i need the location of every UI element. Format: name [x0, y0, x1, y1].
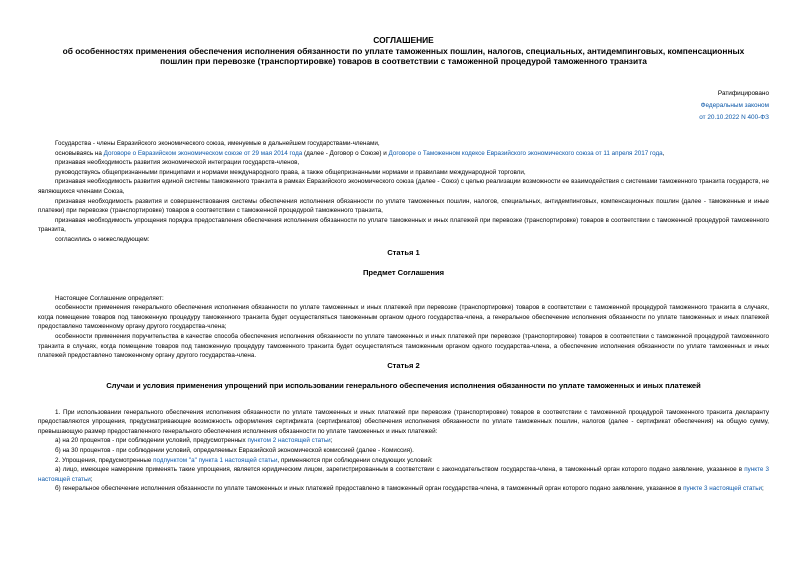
- preamble-paragraph: [38, 149, 769, 159]
- article-2-paragraph: 1. При использовании генерального обеспечения исполнения обязанности по уплате таможенных и иных платежей при перевозке (транспортировке) товаров в соответствии с таможенной процедурой таможенного транзита декларанту предоставляются упрощения, предусматривающие возможность оформления сертификата (сертификатов) обеспечения исполнения обязанности по уплате таможенных пошлин, налогов (далее - сертификат обеспечения) на общую сумму, превышающую размер предоставленного генерального обеспечения исполнения обязанности по уплате таможенных и иных платежей:: [38, 408, 769, 435]
- document-title: СОГЛАШЕНИЕ: [373, 35, 434, 45]
- document-body: [38, 139, 769, 494]
- text-span: основываясь на: [55, 149, 104, 157]
- point-3-link[interactable]: пункте 3 настоящей статьи: [38, 466, 769, 483]
- article-2-paragraph: [38, 456, 769, 466]
- ratification-block: [699, 88, 769, 124]
- article-1-paragraph: особенности применения генерального обеспечения исполнения обязанности по уплате таможенных и иных платежей при перевозке (транспортировке) товаров в соответствии с таможенной процедурой таможенного транзита в случаях, когда помещение товаров под таможенную процедуру таможенного транзита будет осуществляться таможенным органом одного государства-члена, а генеральное обеспечение исполнения обязанности по уплате таможенных и иных платежей предоставлено таможенному органу другого государства-члена;: [38, 304, 769, 331]
- article-1-number: Статья 1: [387, 247, 420, 257]
- text-span: ;: [90, 475, 93, 483]
- customs-code-treaty-link[interactable]: Договоре о Таможенном кодексе Евразийского экономического союза от 11 апреля 2017 года: [388, 149, 663, 157]
- preamble-paragraph: признавая необходимость развития экономической интеграции государств-членов,: [55, 159, 300, 167]
- text-span: а) на 20 процентов - при соблюдении условий, предусмотренных: [55, 437, 248, 445]
- federal-law-date-link[interactable]: от 20.10.2022 N 400-ФЗ: [699, 114, 769, 121]
- article-2-paragraph: [38, 465, 769, 484]
- article-2-paragraph: [38, 436, 769, 446]
- text-span: 2. Упрощения, предусмотренные: [55, 456, 154, 464]
- document-subtitle-line-1: об особенностях применения обеспечения исполнения обязанности по уплате таможенных пошлин, налогов, специальных, антидемпинговых, компенсационных: [62, 45, 745, 56]
- preamble-paragraph: руководствуясь общепризнанными принципами и нормами международного права, а также общепризнанными нормами и правилами международной торговли,: [55, 168, 526, 176]
- preamble-paragraph: признавая необходимость развития единой системы таможенного транзита в рамках Евразийского экономического союза (далее - Союз) с целью реализации возможности ее взаимодействия с системами таможенного транзита государств, не являющихся членами Союза,: [38, 178, 769, 195]
- preamble-paragraph: признавая необходимость упрощения порядка предоставления обеспечения исполнения обязанности по уплате таможенных и иных платежей при перевозке (транспортировке) товаров в соответствии с таможенной процедурой таможенного транзита,: [38, 216, 769, 234]
- article-2-paragraph: [38, 484, 769, 494]
- text-span: ,: [662, 149, 665, 157]
- article-2-paragraph: б) на 30 процентов - при соблюдении условий, определяемых Евразийской экономической комиссией (далее - Комиссия).: [55, 447, 414, 455]
- subpoint-a-link[interactable]: подпунктом "а" пункта 1 настоящей статьи: [153, 456, 278, 464]
- point-3-link[interactable]: пункте 3 настоящей статьи: [683, 485, 763, 493]
- text-span: б) генеральное обеспечение исполнения обязанности по уплате таможенных и иных платежей предоставлено в таможенный орган государства-члена, в таможенный орган которого подано заявление, указанное в: [55, 485, 684, 493]
- text-span: ;: [330, 437, 333, 445]
- article-2-heading: Случаи и условия применения упрощений при использовании генерального обеспечения исполнения обязанности по уплате таможенных и иных платежей: [106, 380, 701, 390]
- preamble-paragraph: Государства - члены Евразийского экономического союза, именуемые в дальнейшем государствами-членами,: [55, 140, 380, 147]
- article-1-paragraph: Настоящее Соглашение определяет:: [55, 294, 164, 302]
- text-span: , применяются при соблюдении следующих условий:: [277, 456, 433, 464]
- preamble-paragraph: согласились о нижеследующем:: [55, 235, 150, 243]
- document-subtitle-line-2: пошлин при перевозке (транспортировке) товаров в соответствии с таможенной процедурой таможенного транзита: [160, 56, 647, 66]
- text-span: (далее - Договор о Союзе) и: [302, 149, 389, 157]
- text-span: а) лицо, имеющее намерение применять такие упрощения, является юридическим лицом, зарегистрированным в соответствии с законодательством государства-члена, в таможенный орган которого подано заявление, указанное в: [55, 466, 745, 474]
- treaty-eaeu-link[interactable]: Договоре о Евразийском экономическом союзе от 29 мая 2014 года: [103, 149, 303, 157]
- article-1-paragraph: особенности применения поручительства в качестве способа обеспечения исполнения обязанности по уплате таможенных и иных платежей при перевозке (транспортировке) товаров в соответствии с таможенной процедурой таможенного транзита в случаях, когда помещение товаров под таможенную процедуру таможенного транзита будет осуществляться таможенным органом одного государства-члена, а обеспечение исполнения обязанности по уплате таможенных и иных платежей предоставлено таможенному органу другого государства-члена.: [38, 332, 769, 360]
- article-1-heading: Предмет Соглашения: [362, 267, 445, 277]
- ratification-label: Ратифицировано: [717, 90, 769, 97]
- point-2-link[interactable]: пунктом 2 настоящей статьи: [247, 437, 331, 445]
- text-span: ;: [762, 485, 764, 493]
- federal-law-link[interactable]: Федеральным законом: [700, 102, 769, 109]
- preamble-paragraph: признавая необходимость развития и совершенствования системы обеспечения исполнения обязанности по уплате таможенных пошлин, налогов, специальных, антидемпинговых, компенсационных пошлин (далее - таможенные и иные платежи) при перевозке (транспортировке) товаров в соответствии с таможенной процедурой таможенного транзита,: [38, 197, 769, 215]
- article-2-number: Статья 2: [387, 360, 420, 370]
